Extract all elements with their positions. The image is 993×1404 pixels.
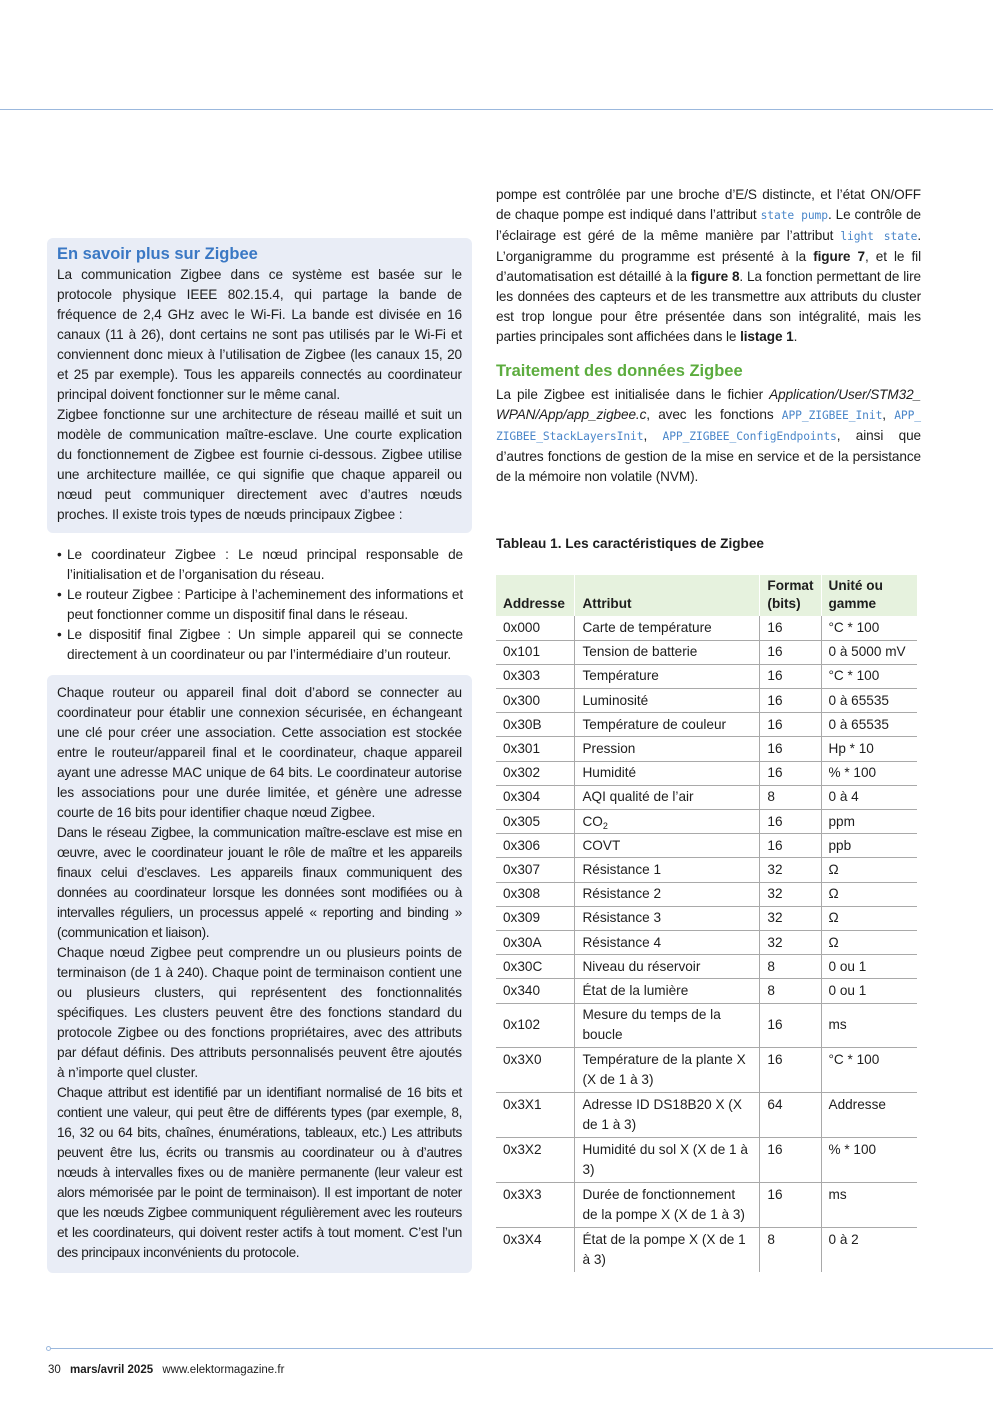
cell-format: 16 xyxy=(760,834,821,858)
cell-unit: 0 à 4 xyxy=(821,785,917,809)
cell-format: 32 xyxy=(760,882,821,906)
cell-unit: Ω xyxy=(821,930,917,954)
cell-address: 0x305 xyxy=(496,810,575,834)
table-row xyxy=(496,1137,917,1182)
cell-unit: Ω xyxy=(821,858,917,882)
cell-attribute: AQI qualité de l’air xyxy=(575,785,760,809)
sidebar-paragraph-2: Zigbee fonctionne sur une architecture de réseau maillé et suit un modèle de communication maître-esclave. Une courte explication du fonctionnement de Zigbee est fournie ci-dessous. Zigbee utilise une architecture maillée, ce qui signifie que chaque appareil ou nœud peut communiquer directement avec d’autres nœuds proches. Il existe trois types de nœuds principaux Zigbee : xyxy=(57,407,462,522)
cell-unit: 0 à 65535 xyxy=(821,713,917,737)
cell-format: 16 xyxy=(760,761,821,785)
list-item: • Le dispositif final Zigbee : Un simple appareil qui se connecte directement à un coordinateur ou par l’intermédiaire d’un routeur. xyxy=(57,625,463,665)
cell-format: 8 xyxy=(760,785,821,809)
code-fn-endpoints: APP_ZIGBEE_ConfigEndpoints xyxy=(662,430,837,443)
cell-format: 16 xyxy=(760,1003,821,1047)
table-row xyxy=(496,955,917,979)
figure-7-ref: figure 7 xyxy=(813,249,865,264)
cell-attribute: État de la pompe X (X de 1 à 3) xyxy=(575,1227,760,1272)
table-row xyxy=(496,713,917,737)
cell-attribute: Durée de fonctionnement de la pompe X (X de 1 à 3) xyxy=(575,1182,760,1227)
table-row xyxy=(496,810,917,834)
cell-format: 32 xyxy=(760,906,821,930)
header-attribute: Attribut xyxy=(575,575,760,616)
cell-format: 16 xyxy=(760,640,821,664)
cell-unit: Addresse xyxy=(821,1092,917,1137)
cell-address: 0x3X0 xyxy=(496,1047,575,1092)
cell-attribute: État de la lumière xyxy=(575,979,760,1003)
cell-unit: °C * 100 xyxy=(821,664,917,688)
sidebar-paragraph-6: Chaque attribut est identifié par un identifiant normalisé de 16 bits et contient une valeur, qui peut être de différents types (par exemple, 8, 16, 32 ou 64 bits, chaînes, énumérations, tableaux, etc.) Les attributs peuvent être lus, écrits ou transmis au coordinateur ou à d’autres nœuds à intervalles fixes ou de manière permanente (leur valeur est alors mémorisée par le point de terminaison). Il est important de noter que les nœuds Zigbee communiquent régulièrement avec les routeurs et les coordinateurs, qui doivent rester actifs à tout moment. C’est l’un des principaux inconvénients du protocole. xyxy=(57,1085,462,1260)
cell-address: 0x30A xyxy=(496,930,575,954)
table-row xyxy=(496,1047,917,1092)
zigbee-processing-section xyxy=(496,360,921,487)
cell-format: 16 xyxy=(760,1137,821,1182)
header-format: Format (bits) xyxy=(760,575,821,616)
cell-format: 16 xyxy=(760,1047,821,1092)
cell-attribute: Tension de batterie xyxy=(575,640,760,664)
cell-unit: ms xyxy=(821,1003,917,1047)
cell-format: 16 xyxy=(760,689,821,713)
header-rule xyxy=(0,109,993,110)
cell-address: 0x307 xyxy=(496,858,575,882)
cell-attribute: Résistance 3 xyxy=(575,906,760,930)
cell-address: 0x301 xyxy=(496,737,575,761)
table-row xyxy=(496,1003,917,1047)
table-row xyxy=(496,1092,917,1137)
header-address: Addresse xyxy=(496,575,575,616)
cell-attribute: Adresse ID DS18B20 X (X de 1 à 3) xyxy=(575,1092,760,1137)
table-row xyxy=(496,1227,917,1272)
cell-attribute: Température xyxy=(575,664,760,688)
footer-rule-dot xyxy=(46,1346,51,1351)
cell-attribute: Mesure du temps de la boucle xyxy=(575,1003,760,1047)
cell-unit: Ω xyxy=(821,906,917,930)
cell-unit: 0 ou 1 xyxy=(821,955,917,979)
cell-format: 32 xyxy=(760,858,821,882)
header-unit: Unité ou gamme xyxy=(821,575,917,616)
cell-address: 0x30C xyxy=(496,955,575,979)
table-caption: Tableau 1. Les caractéristiques de Zigbee xyxy=(496,536,764,551)
cell-address: 0x306 xyxy=(496,834,575,858)
cell-attribute: Luminosité xyxy=(575,689,760,713)
cell-unit: ppb xyxy=(821,834,917,858)
cell-format: 16 xyxy=(760,713,821,737)
code-state-pump: state pump xyxy=(760,209,828,222)
cell-unit: 0 à 2 xyxy=(821,1227,917,1272)
cell-address: 0x303 xyxy=(496,664,575,688)
table-body xyxy=(496,616,917,1272)
section-title: Traitement des données Zigbee xyxy=(496,362,743,380)
cell-attribute: Résistance 1 xyxy=(575,858,760,882)
cell-format: 16 xyxy=(760,664,821,688)
cell-unit: % * 100 xyxy=(821,1137,917,1182)
code-fn-stack: APP_ ZIGBEE_StackLayersInit xyxy=(496,409,921,443)
sidebar-paragraph-5: Chaque nœud Zigbee peut comprendre un ou plusieurs points de terminaison (de 1 à 240). Chaque point de terminaison contient une ou plusieurs clusters, qui représentent des fonctionnalités spécifiques. Les clusters peuvent être des fonctions standard du protocole Zigbee ou des fonctions propriétaires, avec des attributs par défaut définis. Des attributs personnalisés peuvent être ajoutés à n’importe quel cluster. xyxy=(57,945,462,1080)
cell-address: 0x000 xyxy=(496,616,575,640)
cell-attribute: Température de la plante X (X de 1 à 3) xyxy=(575,1047,760,1092)
footer xyxy=(48,1362,284,1378)
cell-format: 16 xyxy=(760,616,821,640)
website: www.elektormagazine.fr xyxy=(162,1364,285,1376)
cell-address: 0x302 xyxy=(496,761,575,785)
node-types-list xyxy=(57,545,463,665)
table-row xyxy=(496,616,917,640)
cell-unit: 0 à 5000 mV xyxy=(821,640,917,664)
cell-address: 0x300 xyxy=(496,689,575,713)
sidebar-box-top xyxy=(47,238,472,533)
right-column-text xyxy=(496,185,921,347)
listing-1-ref: listage 1 xyxy=(740,329,794,344)
cell-address: 0x3X3 xyxy=(496,1182,575,1227)
cell-unit: 0 ou 1 xyxy=(821,979,917,1003)
sidebar-box-bottom xyxy=(47,675,472,1273)
cell-unit: °C * 100 xyxy=(821,616,917,640)
intro-paragraph: pompe est contrôlée par une broche d’E/S distincte, et l’état ON/OFF de chaque pompe est indiqué dans l’attribut state pump. Le contrôle de l’éclairage est géré de la même manière par l’attribut light state. L’organigramme du programme est présenté à la figure 7, et le fil d’automatisation est détaillé à la figure 8. La fonction permettant de lire les données des capteurs et de les transmettre aux attributs du cluster est trop longue pour être présentée dans son intégralité, mais les parties principales sont affichées dans le listage 1. xyxy=(496,187,921,344)
list-item: • Le coordinateur Zigbee : Le nœud principal responsable de l’initialisation et de l’organisation du réseau. xyxy=(57,545,463,585)
cell-address: 0x304 xyxy=(496,785,575,809)
cell-attribute: $CO_2$ xyxy=(575,810,760,834)
cell-address: 0x309 xyxy=(496,906,575,930)
page-number: 30 xyxy=(48,1364,61,1376)
cell-format: 8 xyxy=(760,979,821,1003)
table-header-row xyxy=(496,575,917,616)
cell-address: 0x3X1 xyxy=(496,1092,575,1137)
cell-format: 32 xyxy=(760,930,821,954)
cell-unit: ms xyxy=(821,1182,917,1227)
cell-attribute: COVT xyxy=(575,834,760,858)
table-row xyxy=(496,834,917,858)
cell-address: 0x308 xyxy=(496,882,575,906)
code-light-state: light state xyxy=(840,230,918,243)
sidebar-paragraph-1: La communication Zigbee dans ce système est basée sur le protocole physique IEEE 802.15.4, qui partage la bande de fréquence de 2,4 GHz avec le Wi-Fi. La bande est divisée en 16 canaux (11 à 26), dont certains ne sont pas utilisés par le Wi-Fi et conviennent donc mieux à l’utilisation de Zigbee (les canaux 15, 20 et 25 par exemple). Tous les appareils connectés au coordinateur principal doivent fonctionner sur le même canal. xyxy=(57,267,462,402)
cell-format: 8 xyxy=(760,1227,821,1272)
cell-format: 64 xyxy=(760,1092,821,1137)
cell-address: 0x3X4 xyxy=(503,1231,542,1247)
cell-unit: 0 à 65535 xyxy=(821,689,917,713)
table-row xyxy=(496,737,917,761)
zigbee-attributes-table xyxy=(496,575,917,1272)
cell-unit: Hp * 10 xyxy=(821,737,917,761)
cell-address: 0x102 xyxy=(496,1003,575,1047)
cell-unit: °C * 100 xyxy=(821,1047,917,1092)
list-item: • Le routeur Zigbee : Participe à l’acheminement des informations et peut fonctionner comme un dispositif final dans le réseau. xyxy=(57,585,463,625)
cell-format: 16 xyxy=(760,1182,821,1227)
cell-unit: Ω xyxy=(821,882,917,906)
table-row xyxy=(496,664,917,688)
sidebar-title: En savoir plus sur Zigbee xyxy=(57,245,258,263)
cell-address: 0x101 xyxy=(496,640,575,664)
table-row xyxy=(496,979,917,1003)
cell-address: 0x340 xyxy=(496,979,575,1003)
table-row xyxy=(496,785,917,809)
issue-date: mars/avril 2025 xyxy=(70,1364,154,1376)
cell-attribute: Humidité xyxy=(575,761,760,785)
cell-attribute: Carte de température xyxy=(575,616,760,640)
cell-format: 16 xyxy=(760,810,821,834)
table-row xyxy=(496,906,917,930)
sidebar-paragraph-4: Dans le réseau Zigbee, la communication maître-esclave est mise en œuvre, avec le coordinateur jouant le rôle de maître et les appareils finaux celui d’esclaves. Les appareils finaux communiquent des données au coordinateur lorsque les données sont modifiées ou à intervalles réguliers, un processus appelé « reporting and binding » (communication et liaison). xyxy=(57,825,462,940)
cell-attribute: Résistance 4 xyxy=(575,930,760,954)
table-row xyxy=(496,930,917,954)
sidebar-paragraph-3: Chaque routeur ou appareil final doit d’abord se connecter au coordinateur pour établir une connexion sécurisée, en échangeant une clé pour créer une association. Cette association est stockée entre le routeur/appareil final et le coordinateur, chaque appareil ayant une adresse MAC unique de 64 bits. Le coordinateur autorise les associations pour une durée limitée, et génère une adresse courte de 16 bits pour identifier chaque nœud Zigbee. xyxy=(57,685,462,820)
table-row xyxy=(496,689,917,713)
table-row xyxy=(496,640,917,664)
figure-8-ref: figure 8 xyxy=(690,269,740,284)
code-fn-init: APP_ZIGBEE_Init xyxy=(781,409,883,422)
table-row xyxy=(496,761,917,785)
cell-address: 0x3X2 xyxy=(496,1137,575,1182)
cell-attribute: Niveau du réservoir xyxy=(575,955,760,979)
cell-format: 8 xyxy=(760,955,821,979)
cell-attribute: Résistance 2 xyxy=(575,882,760,906)
cell-attribute: Humidité du sol X (X de 1 à 3) xyxy=(575,1137,760,1182)
table-row xyxy=(496,882,917,906)
table-row xyxy=(496,858,917,882)
cell-address: 0x30B xyxy=(496,713,575,737)
file-path: Application/User/STM32_ WPAN/App/app_zigbee.c xyxy=(496,387,921,422)
table-row xyxy=(496,1182,917,1227)
section-paragraph: La pile Zigbee est initialisée dans le fichier Application/User/STM32_ WPAN/App/app_zigbee.c, avec les fonctions APP_ZIGBEE_Init, APP_ ZIGBEE_StackLayersInit, APP_ZIGBEE_ConfigEndpoints, ainsi que d’autres fonctions de gestion de la mise en service et de la persistance de la mémoire non volatile (NVM). xyxy=(496,387,921,484)
footer-rule xyxy=(48,1348,993,1349)
co2-subscript: 2 xyxy=(602,820,608,831)
cell-unit: % * 100 xyxy=(821,761,917,785)
cell-attribute: Température de couleur xyxy=(575,713,760,737)
cell-unit: ppm xyxy=(821,810,917,834)
cell-format: 16 xyxy=(760,737,821,761)
cell-attribute: Pression xyxy=(575,737,760,761)
